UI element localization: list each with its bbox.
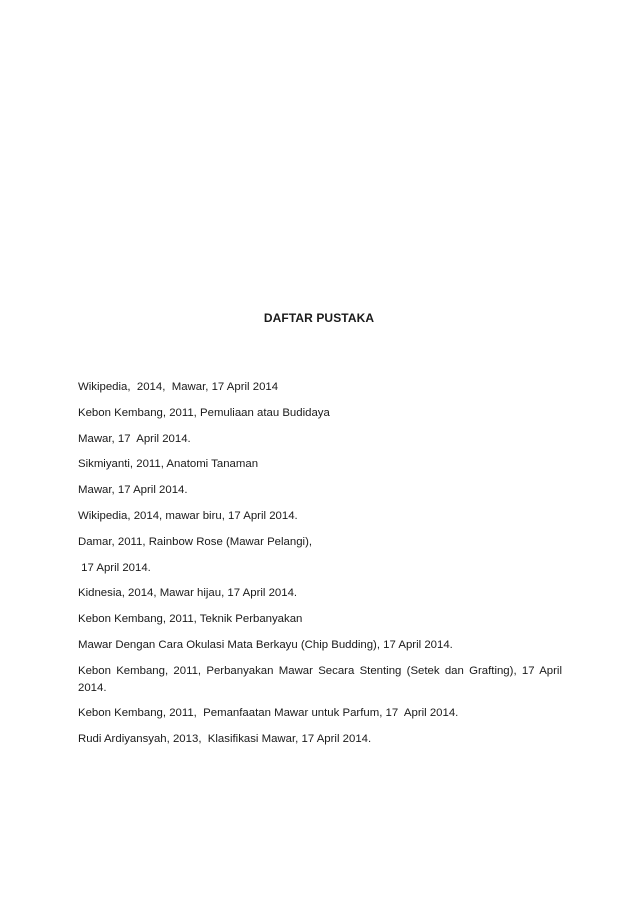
reference-entry: Damar, 2011, Rainbow Rose (Mawar Pelangi), — [78, 535, 313, 548]
page-title: DAFTAR PUSTAKA — [263, 311, 375, 325]
reference-entry: Kidnesia, 2014, Mawar hijau, 17 April 2014. — [78, 587, 298, 600]
reference-entry: Mawar Dengan Cara Okulasi Mata Berkayu (Chip Budding), 17 April 2014. — [78, 638, 453, 651]
reference-entry: Wikipedia, 2014, Mawar, 17 April 2014 — [78, 381, 279, 393]
reference-entry: Rudi Ardiyansyah, 2013, Klasifikasi Mawar, 17 April 2014. — [78, 732, 372, 745]
reference-entry: Kebon Kembang, 2011, Teknik Perbanyakan — [78, 613, 303, 626]
reference-entry: Mawar, 17 April 2014. — [78, 484, 188, 497]
reference-entry: Kebon Kembang, 2011, Pemanfaatan Mawar untuk Parfum, 17 April 2014. — [78, 706, 459, 719]
reference-entry: Kebon Kembang, 2011, Pemuliaan atau Budidaya — [78, 406, 330, 419]
reference-entry: Wikipedia, 2014, mawar biru, 17 April 2014. — [78, 509, 298, 522]
reference-entry: 17 April 2014. — [78, 561, 151, 574]
reference-entry: Kebon Kembang, 2011, Perbanyakan Mawar Secara Stenting (Setek dan Grafting), 17 April 2014. — [78, 664, 562, 694]
reference-list — [78, 379, 562, 756]
reference-entry: Sikmiyanti, 2011, Anatomi Tanaman — [78, 458, 259, 471]
reference-entry: Mawar, 17 April 2014. — [78, 432, 191, 445]
